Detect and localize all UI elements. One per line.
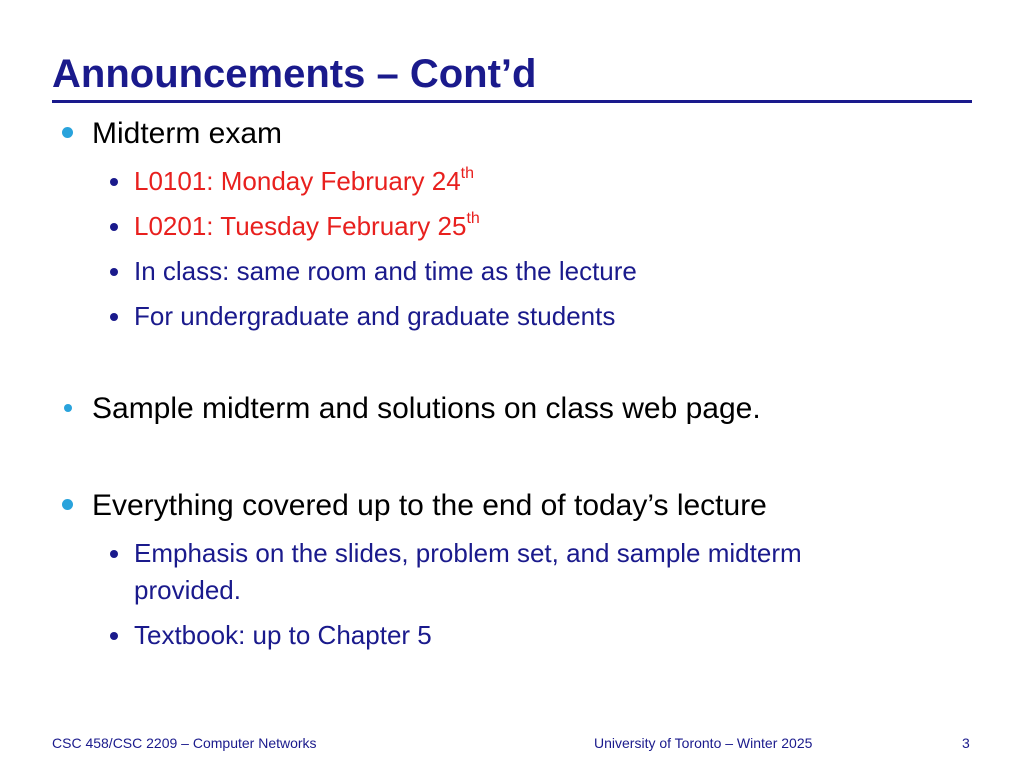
ordinal-suffix: th <box>460 165 474 183</box>
sub-bullet-text: L0201: Tuesday February 25 <box>134 211 467 241</box>
ordinal-suffix: th <box>466 210 480 228</box>
bullet-midterm-exam <box>92 116 282 152</box>
page-number: 3 <box>962 735 970 751</box>
bullet-dot-icon <box>62 499 73 510</box>
bullet-text: Everything covered up to the end of today’s lecture <box>92 489 767 522</box>
bullet-text: Midterm exam <box>92 117 283 150</box>
bullet-everything-covered <box>92 488 767 524</box>
sub-bullet-dot-icon <box>110 313 118 321</box>
sub-bullet-text: For undergraduate and graduate students <box>134 301 616 331</box>
bullet-dot-icon <box>64 404 72 412</box>
sub-bullet-text: In class: same room and time as the lecture <box>134 256 637 286</box>
sub-bullet-students <box>134 298 615 335</box>
sub-bullet-dot-icon <box>110 268 118 276</box>
bullet-dot-icon <box>62 127 73 138</box>
sub-bullet-dot-icon <box>110 223 118 231</box>
sub-bullet-in-class <box>134 253 637 290</box>
sub-bullet-text-line2: provided. <box>134 575 241 605</box>
sub-bullet-dot-icon <box>110 632 118 640</box>
sub-bullet-text: L0101: Monday February 24 <box>134 166 461 196</box>
sub-bullet-dot-icon <box>110 178 118 186</box>
sub-bullet-dot-icon <box>110 550 118 558</box>
footer-university: University of Toronto – Winter 2025 <box>594 735 813 751</box>
footer-course: CSC 458/CSC 2209 – Computer Networks <box>52 735 317 751</box>
slide-title: Announcements – Cont’d <box>52 52 537 96</box>
sub-bullet-l0101 <box>134 163 474 200</box>
bullet-sample-midterm <box>92 391 761 427</box>
bullet-text: Sample midterm and solutions on class web page. <box>92 392 761 425</box>
title-underline <box>52 100 972 103</box>
sub-bullet-emphasis-continued <box>134 572 241 609</box>
sub-bullet-text-line1: Emphasis on the slides, problem set, and sample midterm <box>134 538 802 568</box>
sub-bullet-textbook <box>134 617 432 654</box>
sub-bullet-text: Textbook: up to Chapter 5 <box>134 620 432 650</box>
sub-bullet-emphasis <box>134 535 802 572</box>
sub-bullet-l0201 <box>134 208 480 245</box>
